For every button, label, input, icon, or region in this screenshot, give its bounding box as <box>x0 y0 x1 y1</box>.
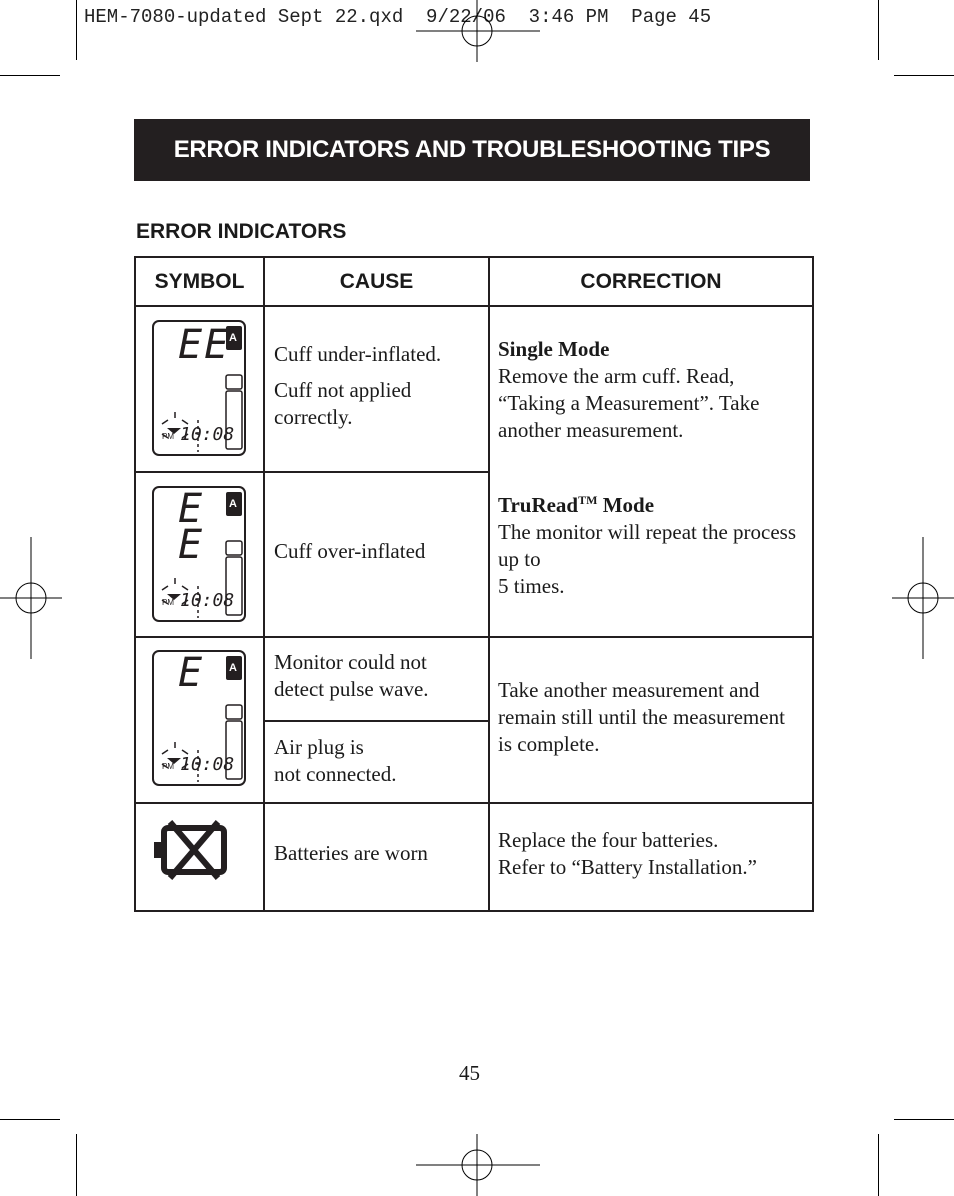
pm-indicator: PM <box>162 598 174 607</box>
lcd-symbol-e-e <box>152 486 246 622</box>
user-badge: A <box>229 332 237 344</box>
registration-mark-right <box>892 537 954 659</box>
user-badge: A <box>229 662 237 674</box>
header-cause: CAUSE <box>339 270 414 293</box>
section-heading: ERROR INDICATORS <box>136 220 347 243</box>
lcd-time: 10:08 <box>180 590 235 611</box>
cause-over-inflated <box>274 538 480 565</box>
pm-indicator: PM <box>162 762 174 771</box>
single-mode-title: Single Mode <box>498 337 610 361</box>
trademark-mark: TM <box>578 493 598 507</box>
table-border <box>134 910 814 912</box>
table-border <box>134 256 136 912</box>
lcd-code: EE <box>178 322 231 368</box>
correction-text: Take another measurement and remain still until the measurement is complete. <box>498 678 785 756</box>
crop-mark <box>76 1134 77 1196</box>
table-divider <box>134 636 812 638</box>
lcd-time: 10:08 <box>180 754 235 775</box>
table-border <box>812 256 814 912</box>
crop-mark <box>76 0 77 60</box>
table-divider <box>263 720 490 722</box>
lcd-code-lower: E <box>178 522 203 568</box>
cause-text: Air plug is <box>274 735 364 759</box>
lcd-time: 10:08 <box>180 424 235 445</box>
crop-mark <box>878 1134 879 1196</box>
crop-mark <box>894 75 954 76</box>
cause-air-plug <box>274 734 480 788</box>
user-badge: A <box>229 498 237 510</box>
header-correction: CORRECTION <box>580 270 722 293</box>
header-symbol: SYMBOL <box>154 270 245 293</box>
table-divider <box>134 802 814 804</box>
truread-mode-word: Mode <box>597 493 655 517</box>
page-title-bar <box>134 119 810 181</box>
lcd-code-upper: E <box>178 486 203 532</box>
crop-mark <box>0 75 60 76</box>
table-divider <box>263 256 265 912</box>
registration-mark-bottom <box>416 1134 540 1196</box>
cause-no-pulse <box>274 649 474 703</box>
correction-text: Refer to “Battery Installation.” <box>498 855 757 879</box>
cause-text: Monitor could not detect pulse wave. <box>274 650 429 701</box>
pm-indicator: PM <box>162 432 174 441</box>
page-title: ERROR INDICATORS AND TROUBLESHOOTING TIPS <box>173 136 771 163</box>
correction-batteries <box>498 827 808 881</box>
cause-text: Cuff not applied correctly. <box>274 378 412 429</box>
cause-under-inflated <box>274 341 480 431</box>
table-divider <box>134 471 490 473</box>
truread-name: TruRead <box>498 493 579 517</box>
truread-mode-text: The monitor will repeat the process up to <box>498 520 796 571</box>
crop-mark <box>878 0 879 60</box>
cause-text: not connected. <box>274 762 397 786</box>
truread-mode-text: 5 times. <box>498 574 565 598</box>
truread-mode-title <box>498 492 798 519</box>
cause-text: Batteries are worn <box>274 841 428 865</box>
lcd-code: E <box>178 650 203 696</box>
lcd-symbol-e <box>152 650 246 786</box>
crop-mark <box>0 1119 60 1120</box>
page-number: 45 <box>459 1061 480 1085</box>
cause-text: Cuff over-inflated <box>274 539 426 563</box>
cause-batteries <box>274 840 480 867</box>
correction-single-truread <box>498 336 798 600</box>
lcd-symbol-ee <box>152 320 246 456</box>
correction-pulse <box>498 677 788 758</box>
crop-mark <box>894 1119 954 1120</box>
table-divider <box>488 256 490 912</box>
cause-text: Cuff under-inflated. <box>274 342 442 366</box>
printer-slug: HEM-7080-updated Sept 22.qxd 9/22/06 3:46 PM Page 45 <box>84 6 712 28</box>
registration-mark-left <box>0 537 62 659</box>
correction-text: Replace the four batteries. <box>498 828 719 852</box>
registration-mark-top <box>416 0 540 62</box>
battery-worn-icon <box>150 818 234 884</box>
single-mode-text: Remove the arm cuff. Read, “Taking a Measurement”. Take another measurement. <box>498 364 760 442</box>
